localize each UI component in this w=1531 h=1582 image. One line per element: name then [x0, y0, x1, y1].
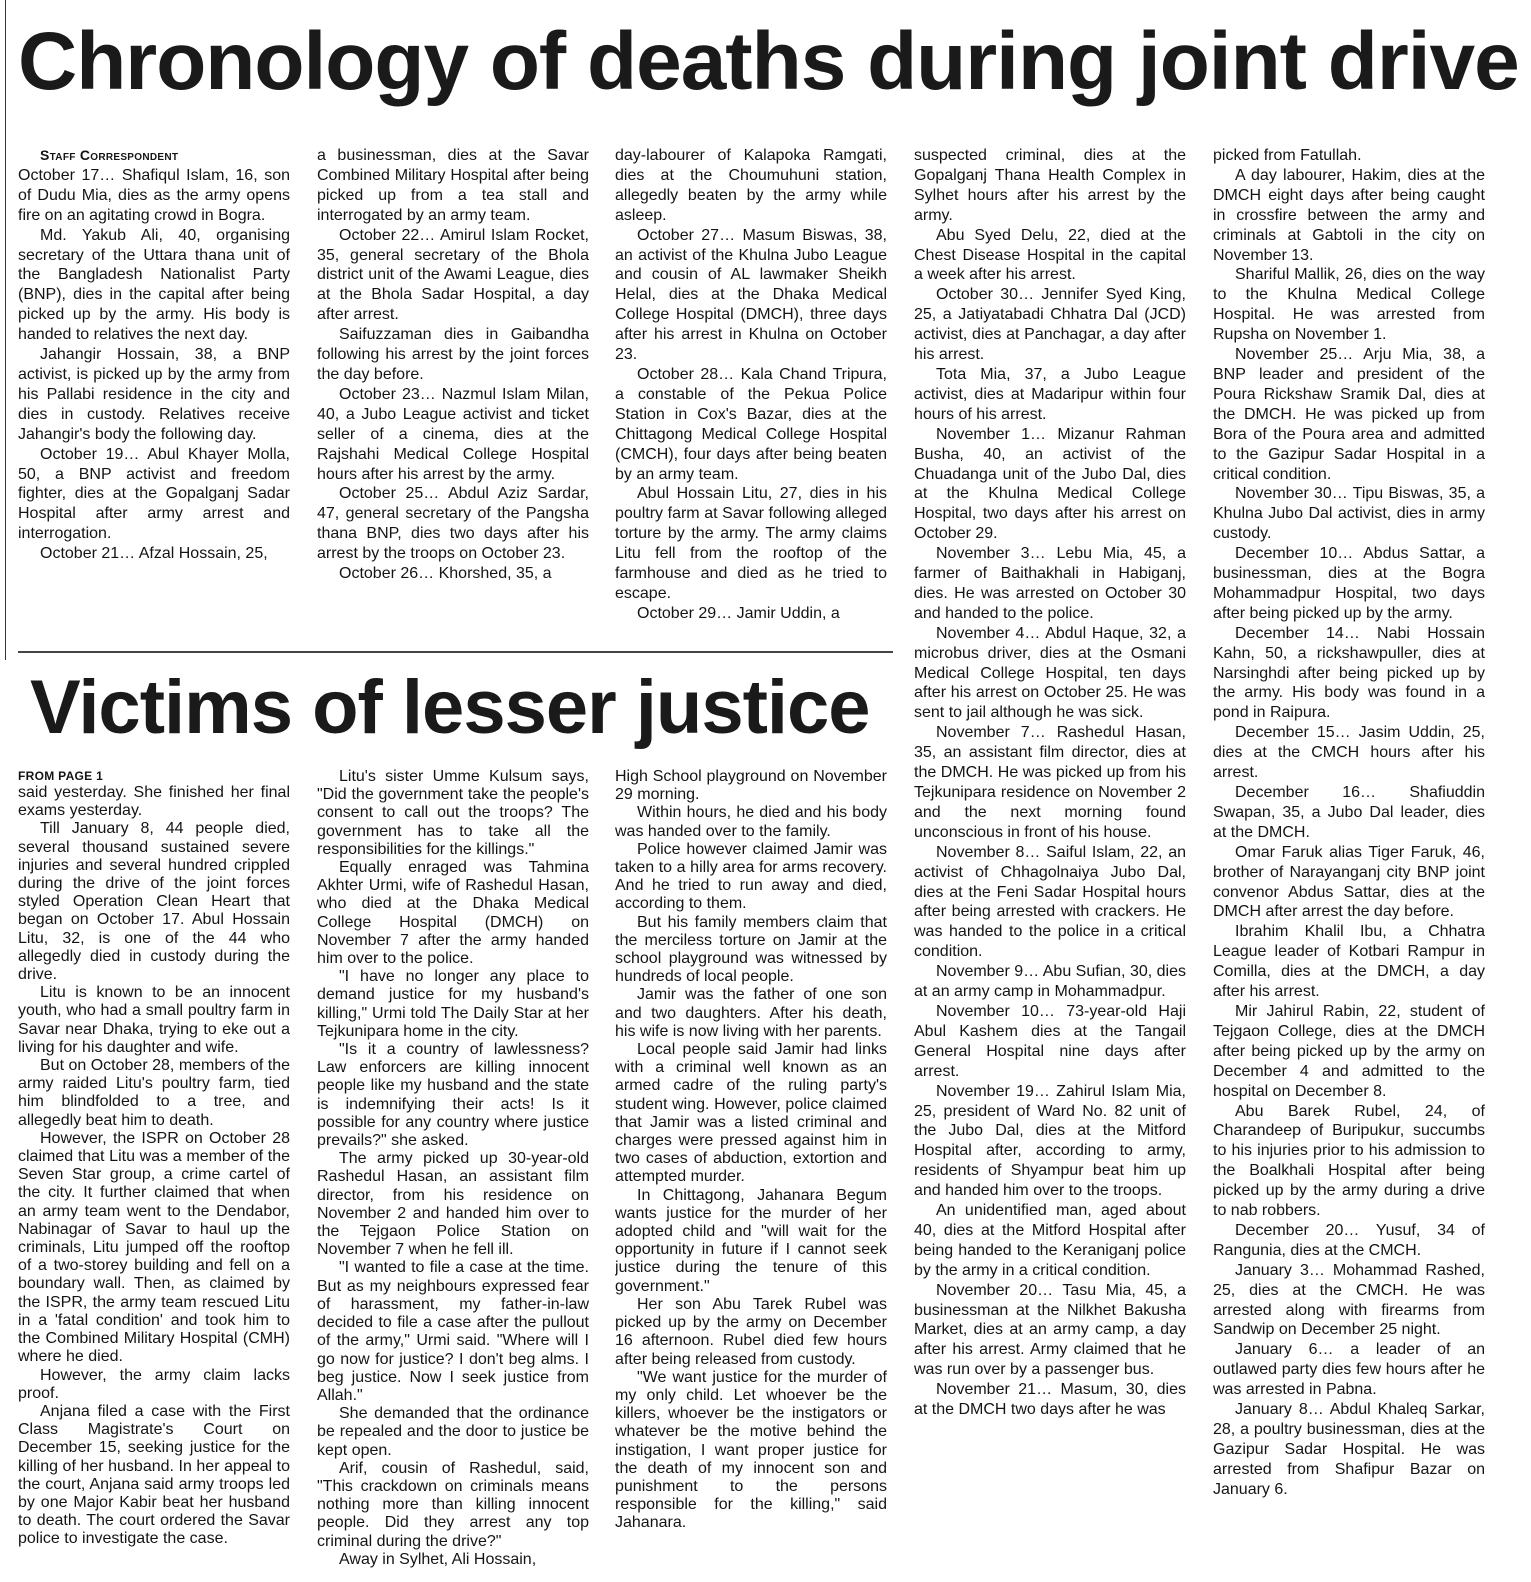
paragraph: November 4… Abdul Haque, 32, a microbus driver, dies at the Osmani Medical College Hospital, ten days after his arrest on October 25. He was sent to jail although he was sick. — [914, 624, 1186, 722]
paragraph: Tota Mia, 37, a Jubo League activist, dies at Madaripur within four hours of his arrest. — [914, 365, 1186, 423]
paragraph: But his family members claim that the merciless torture on Jamir at the school playground was witnessed by hundreds of local people. — [615, 913, 887, 986]
paragraph: Anjana filed a case with the First Class Magistrate's Court on December 15, seeking justice for the killing of her husband. In her appeal to the court, Anjana said army troops led by one Major Kabir beat her husband to death. The court ordered the Savar police to investigate the case. — [18, 1402, 290, 1548]
paragraph: December 20… Yusuf, 34 of Rangunia, dies at the CMCH. — [1213, 1221, 1485, 1259]
paragraph: Jahangir Hossain, 38, a BNP activist, is picked up by the army from his Pallabi residence in the city and dies in custody. Relatives receive Jahangir's body the following day. — [18, 346, 290, 443]
paragraph: In Chittagong, Jahanara Begum wants justice for the murder of her adopted child and "will wait for the opportunity in future if I cannot seek justice during the tenure of this government." — [615, 1186, 887, 1295]
paragraph: November 19… Zahirul Islam Mia, 25, president of Ward No. 82 unit of the Jubo Dal, dies at the Mitford Hospital after, according to army, residents of Shyampur beat him up and handed him over to the troops. — [914, 1082, 1186, 1200]
chronology-column-5 — [1213, 146, 1485, 1566]
paragraph: Saifuzzaman dies in Gaibandha following his arrest by the joint forces the day before. — [317, 326, 589, 383]
victims-column-2 — [317, 768, 589, 1580]
paragraph: Within hours, he died and his body was handed over to the family. — [615, 804, 887, 840]
paragraph: December 10… Abdus Sattar, a businessman, dies at the Bogra Mohammadpur Hospital, two days after being picked up by the army. — [1213, 545, 1485, 622]
paragraph: The army picked up 30-year-old Rashedul Hasan, an assistant film director, from his residence on November 2 and handed him over to the Tejgaon Police Station on November 7 when he fell ill. — [317, 1150, 589, 1259]
paragraph: November 30… Tipu Biswas, 35, a Khulna Jubo Dal activist, dies in army custody. — [1213, 485, 1485, 543]
paragraph: Her son Abu Tarek Rubel was picked up by the army on December 16 afternoon. Rubel died few hours after being released from custody. — [615, 1295, 887, 1368]
paragraph: November 21… Masum, 30, dies at the DMCH two days after he was — [914, 1381, 1186, 1419]
chronology-column-3 — [615, 146, 887, 624]
paragraph: Litu's sister Umme Kulsum says, "Did the government take the people's consent to call out the troops? The government has to take all the responsibilities for the killings." — [317, 768, 589, 858]
paragraph: But on October 28, members of the army raided Litu's poultry farm, tied him blindfolded to a tree, and allegedly beat him to death. — [18, 1057, 290, 1129]
paragraph: suspected criminal, dies at the Gopalganj Thana Health Complex in Sylhet hours after his arrest by the army. — [914, 147, 1186, 224]
chronology-column-4 — [914, 146, 1186, 1566]
paragraph: "Is it a country of lawlessness? Law enforcers are killing innocent people like my husband and the state is indemnifying their acts! Is it possible for any country where justice prevails?" she asked. — [317, 1041, 589, 1150]
paragraph: Jamir was the father of one son and two daughters. After his death, his wife is now living with her parents. — [615, 986, 887, 1040]
paragraph: October 23… Nazmul Islam Milan, 40, a Jubo League activist and ticket seller of a cinema, dies at the Rajshahi Medical College Hospital hours after his arrest by the army. — [317, 385, 589, 483]
paragraph: October 28… Kala Chand Tripura, a constable of the Pekua Police Station in Cox's Bazar, dies at the Chittagong Medical College Hospital (CMCH), four days after being beaten by an army team. — [615, 365, 887, 483]
paragraph: An unidentified man, aged about 40, dies at the Mitford Hospital after being handed to the Keraniganj police by the army in a critical condition. — [914, 1202, 1186, 1279]
paragraph: Omar Faruk alias Tiger Faruk, 46, brother of Narayanganj city BNP joint convenor Abdus Sattar, dies at the DMCH after arrest the day before. — [1213, 843, 1485, 921]
headline-chronology: Chronology of deaths during joint drive — [18, 16, 1519, 107]
jump-line: FROM PAGE 1 — [18, 769, 104, 783]
victims-column-1 — [18, 768, 290, 1580]
paragraph: October 25… Abdul Aziz Sardar, 47, general secretary of the Pangsha thana BNP, dies two days after his arrest by the troops on October 23. — [317, 485, 589, 563]
paragraph: Equally enraged was Tahmina Akhter Urmi, wife of Rashedul Hasan, who died at the Dhaka Medical College Hospital (DMCH) on November 7 after the army handed him over to the police. — [317, 859, 589, 968]
headline-victims: Victims of lesser justice — [30, 665, 870, 750]
paragraph: November 9… Abu Sufian, 30, dies at an army camp in Mohammadpur. — [914, 963, 1186, 1001]
paragraph: Police however claimed Jamir was taken to a hilly area for arms recovery. And he tried to run away and died, according to them. — [615, 840, 887, 913]
paragraph: "I have no longer any place to demand justice for my husband's killing," Urmi told The Daily Star at her Tejkunipara home in the city. — [317, 968, 589, 1040]
paragraph: Till January 8, 44 people died, several thousand sustained severe injuries and several hundred crippled during the drive of the joint forces styled Operation Clean Heart that began on October 17. Abul Hossain Litu, 32, is one of the 44 who allegedly died in custody during the drive. — [18, 820, 290, 984]
paragraph: November 10… 73-year-old Haji Abul Kashem dies at the Tangail General Hospital nine days after arrest. — [914, 1002, 1186, 1080]
chronology-column-2 — [317, 146, 589, 584]
paragraph: However, the army claim lacks proof. — [18, 1366, 290, 1402]
paragraph: November 25… Arju Mia, 38, a BNP leader and president of the Poura Rickshaw Sramik Dal, dies at the DMCH. He was picked up from Bora of the Poura area and admitted to the Gazipur Sadar Hospital in a critical condition. — [1213, 346, 1485, 483]
paragraph: October 30… Jennifer Syed King, 25, a Jatiyatabadi Chhatra Dal (JCD) activist, dies at Panchagar, a day after his arrest. — [914, 286, 1186, 364]
paragraph: December 14… Nabi Hossain Kahn, 50, a rickshawpuller, dies at Narsinghdi after being picked up by the army. His body was found in a pond in Raipura. — [1213, 624, 1485, 722]
paragraph: November 8… Saiful Islam, 22, an activist of Chhagolnaiya Jubo Dal, dies at the Feni Sadar Hospital hours after being arrested with crackers. He was handed to the police in a critical condition. — [914, 843, 1186, 961]
paragraph: "We want justice for the murder of my only child. Let whoever be the killers, whoever be the instigators or whatever be the motive behind the instigation, I want proper justice for the death of my innocent son and punishment to the persons responsible for the killing," said Jahanara. — [615, 1368, 887, 1532]
paragraph: January 3… Mohammad Rashed, 25, dies at the CMCH. He was arrested along with firearms from Sandwip on December 25 night. — [1213, 1261, 1485, 1339]
paragraph: October 22… Amirul Islam Rocket, 35, general secretary of the Bhola district unit of the Awami League, dies at the Bhola Sadar Hospital, a day after arrest. — [317, 226, 589, 324]
paragraph: December 15… Jasim Uddin, 25, dies at the CMCH hours after his arrest. — [1213, 724, 1485, 782]
paragraph: November 7… Rashedul Hasan, 35, an assistant film director, dies at the DMCH. He was picked up from his Tejkunipara residence on November 2 and the next morning found unconscious in front of his house. — [914, 724, 1186, 841]
paragraph: November 1… Mizanur Rahman Busha, 40, an activist of the Chuadanga unit of the Jubo Dal, dies at the Khulna Medical College Hospital, two days after his arrest on October 29. — [914, 425, 1186, 543]
paragraph: January 6… a leader of an outlawed party dies few hours after he was arrested in Pabna. — [1213, 1341, 1485, 1399]
paragraph: Local people said Jamir had links with a criminal well known as an armed cadre of the ruling party's student wing. However, police claimed that Jamir was a listed criminal and charges were pressed against him in two cases of abduction, extortion and attempted murder. — [615, 1041, 887, 1186]
paragraph: day-labourer of Kalapoka Ramgati, dies at the Choumuhuni station, allegedly beaten by the army while asleep. — [615, 147, 887, 224]
byline: Staff Correspondent — [40, 147, 179, 163]
paragraph: said yesterday. She finished her final exams yesterday. — [18, 784, 290, 820]
paragraph: a businessman, dies at the Savar Combined Military Hospital after being picked up from a tea stall and interrogated by an army team. — [317, 147, 589, 224]
paragraph: High School playground on November 29 morning. — [615, 768, 887, 804]
paragraph: October 29… Jamir Uddin, a — [637, 604, 840, 622]
paragraph: Mir Jahirul Rabin, 22, student of Tejgaon College, dies at the DMCH after being picked up by the army on December 4 and admitted to the hospital on December 8. — [1213, 1002, 1485, 1100]
paragraph: November 20… Tasu Mia, 45, a businessman at the Nilkhet Bakusha Market, dies at an army camp, a day after his arrest. Army claimed that he was run over by a passenger bus. — [914, 1281, 1186, 1379]
paragraph: October 17… Shafiqul Islam, 16, son of Dudu Mia, dies as the army opens fire on an agitating crowd in Bogra. — [18, 166, 290, 224]
paragraph: Away in Sylhet, Ali Hossain, — [339, 1550, 537, 1568]
paragraph: Abul Hossain Litu, 27, dies in his poultry farm at Savar following alleged torture by the army. The army claims Litu fell from the rooftop of the farmhouse and died as he tried to escape. — [615, 485, 887, 602]
paragraph: Abu Syed Delu, 22, died at the Chest Disease Hospital in the capital a week after his arrest. — [914, 226, 1186, 284]
paragraph: "I wanted to file a case at the time. But as my neighbours expressed fear of harassment, my father-in-law decided to file a case after the pullout of the army," Urmi said. "Where will I go now for justice? I don't beg alms. I beg justice. Now I seek justice from Allah." — [317, 1259, 589, 1404]
paragraph: Litu is known to be an innocent youth, who had a small poultry farm in Savar near Dhaka, trying to eke out a living for his daughter and wife. — [18, 984, 290, 1056]
paragraph: October 26… Khorshed, 35, a — [339, 565, 552, 583]
paragraph: A day labourer, Hakim, dies at the DMCH eight days after being caught in crossfire between the army and criminals at Gabtoli in the city on November 13. — [1213, 166, 1485, 264]
paragraph: Ibrahim Khalil Ibu, a Chhatra League leader of Kotbari Rampur in Comilla, dies at the DMCH, a day after his arrest. — [1213, 923, 1485, 1001]
chronology-column-1 — [18, 146, 290, 564]
paragraph: November 3… Lebu Mia, 45, a farmer of Baithakhali in Habiganj, dies. He was arrested on October 30 and handed to the police. — [914, 545, 1186, 622]
paragraph: October 21… Afzal Hossain, 25, — [40, 545, 268, 563]
paragraph: She demanded that the ordinance be repealed and the door to justice be kept open. — [317, 1405, 589, 1459]
paragraph: Md. Yakub Ali, 40, organising secretary of the Uttara thana unit of the Bangladesh Nationalist Party (BNP), dies in the capital after being picked up by the army. His body is handed to relatives the next day. — [18, 226, 290, 344]
paragraph: Shariful Mallik, 26, dies on the way to the Khulna Medical College Hospital. He was arrested from Rupsha on November 1. — [1213, 266, 1485, 344]
paragraph: January 8… Abdul Khaleq Sarkar, 28, a poultry businessman, dies at the Gazipur Sadar Hospital. He was arrested from Shafipur Bazar on January 6. — [1213, 1401, 1485, 1498]
paragraph: Arif, cousin of Rashedul, said, "This crackdown on criminals means nothing more than killing innocent people. Did they arrest any top criminal during the drive?" — [317, 1459, 589, 1550]
paragraph: December 16… Shafiuddin Swapan, 35, a Jubo Dal leader, dies at the DMCH. — [1213, 784, 1485, 841]
paragraph: October 27… Masum Biswas, 38, an activist of the Khulna Jubo League and cousin of AL lawmaker Sheikh Helal, dies at the Dhaka Medical College Hospital (DMCH), three days after his arrest in Khulna on October 23. — [615, 226, 887, 364]
paragraph: However, the ISPR on October 28 claimed that Litu was a member of the Seven Star group, a crime cartel of the city. It further claimed that when an army team went to the Dendabor, Nabinagar of Savar to haul up the criminals, Litu jumped off the rooftop of a two-storey building and fell on a boundary wall. Then, as claimed by the ISPR, the army team rescued Litu in a 'fatal condition' and took him to the Combined Military Hospital (CMH) where he died. — [18, 1129, 290, 1366]
paragraph: picked from Fatullah. — [1213, 147, 1362, 164]
paragraph: October 19… Abul Khayer Molla, 50, a BNP activist and freedom fighter, dies at the Gopalganj Sadar Hospital after army arrest and interrogation. — [18, 445, 290, 543]
left-column-rule — [5, 0, 6, 660]
section-divider — [18, 651, 893, 653]
victims-column-3 — [615, 768, 887, 1580]
paragraph: Abu Barek Rubel, 24, of Charandeep of Buripukur, succumbs to his injuries prior to his admission to the Boalkhali Hospital after being picked up by the army during a drive to nab robbers. — [1213, 1102, 1485, 1220]
